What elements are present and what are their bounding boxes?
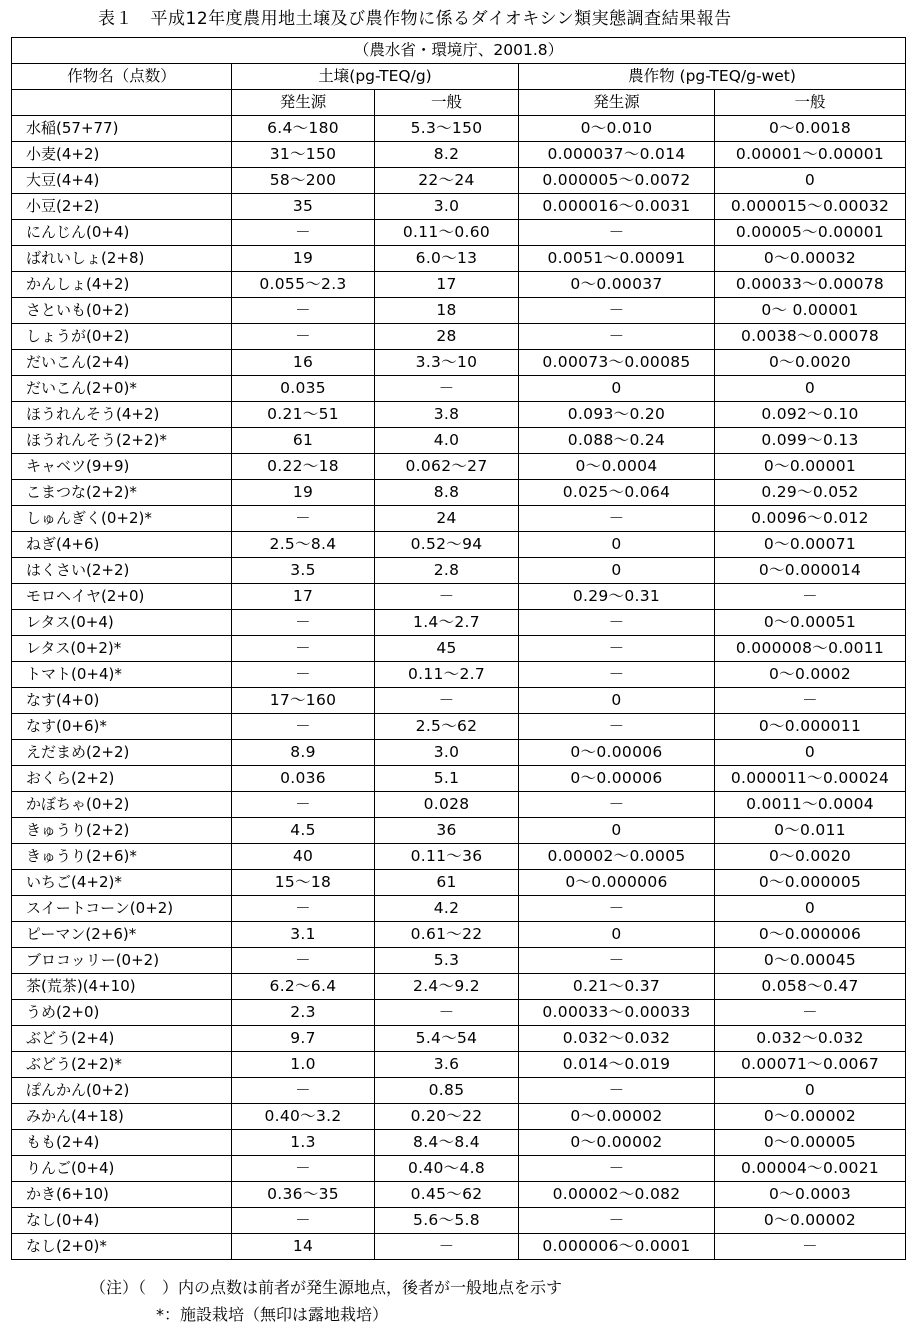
crop-general-cell: 0～0.0020 [715,844,906,870]
soil-general-cell: 8.2 [375,142,519,168]
crop-name-cell: レタス(0+4) [12,610,232,636]
crop-general-cell: 0～0.000005 [715,870,906,896]
crop-name-cell: かき(6+10) [12,1182,232,1208]
table-row [12,142,906,168]
soil-general-cell: 5.4～54 [375,1026,519,1052]
soil-source-cell: 17～160 [232,688,375,714]
soil-source-cell: 3.5 [232,558,375,584]
footnotes [90,1274,562,1328]
crop-name-cell: うめ(2+0) [12,1000,232,1026]
crop-name-cell: なす(4+0) [12,688,232,714]
footnote-points: （注）（ ）内の点数は前者が発生源地点，後者が一般地点を示す [90,1278,563,1297]
crop-source-cell: 0～0.00002 [519,1130,715,1156]
crop-source-cell: － [519,792,715,818]
table-row [12,922,906,948]
crop-name-cell: もも(2+4) [12,1130,232,1156]
soil-source-cell: 2.3 [232,1000,375,1026]
crop-source-cell: 0.000016～0.0031 [519,194,715,220]
crop-source-cell: － [519,324,715,350]
table-row [12,428,906,454]
soil-source-cell: 6.2～6.4 [232,974,375,1000]
crop-general-cell: 0.058～0.47 [715,974,906,1000]
table-row [12,714,906,740]
crop-name-cell: なし(0+4) [12,1208,232,1234]
soil-source-cell: 8.9 [232,740,375,766]
table-row [12,740,906,766]
crop-name-cell: なす(0+6)* [12,714,232,740]
table-row [12,558,906,584]
table-row [12,1182,906,1208]
crop-source-cell: 0.00002～0.0005 [519,844,715,870]
soil-source-cell: － [232,1078,375,1104]
table-row [12,948,906,974]
crop-name-cell: りんご(0+4) [12,1156,232,1182]
crop-source-cell: 0.000006～0.0001 [519,1234,715,1260]
crop-name-cell: さといも(0+2) [12,298,232,324]
soil-general-cell: 0.40～4.8 [375,1156,519,1182]
crop-name-cell: 水稲(57+77) [12,116,232,142]
crop-name-cell: ブロコッリー(0+2) [12,948,232,974]
crop-source-cell: 0.014～0.019 [519,1052,715,1078]
crop-general-cell: － [715,688,906,714]
header-blank-cell [12,90,232,116]
table-row [12,402,906,428]
crop-general-cell: 0.00071～0.0067 [715,1052,906,1078]
crop-source-cell: 0.21～0.37 [519,974,715,1000]
soil-general-cell: － [375,688,519,714]
crop-name-cell: モロヘイヤ(2+0) [12,584,232,610]
table-row [12,116,906,142]
crop-name-cell: かぼちゃ(0+2) [12,792,232,818]
table-row [12,272,906,298]
crop-name-cell: キャベツ(9+9) [12,454,232,480]
crop-name-cell: しゅんぎく(0+2)* [12,506,232,532]
crop-source-cell: － [519,896,715,922]
crop-source-cell: 0～0.000006 [519,870,715,896]
soil-source-cell: 14 [232,1234,375,1260]
soil-general-cell: 0.11～2.7 [375,662,519,688]
crop-name-cell: ほうれんそう(4+2) [12,402,232,428]
table-row [12,454,906,480]
crop-source-cell: 0.00033～0.00033 [519,1000,715,1026]
soil-general-cell: 6.0～13 [375,246,519,272]
table-row [12,1208,906,1234]
crop-general-cell: 0～0.0020 [715,350,906,376]
soil-general-cell: 5.3～150 [375,116,519,142]
crop-source-cell: － [519,1156,715,1182]
soil-general-cell: 24 [375,506,519,532]
header-soil: 土壌(pg-TEQ/g) [232,64,519,90]
crop-source-cell: 0 [519,532,715,558]
crop-general-cell: 0.0038～0.00078 [715,324,906,350]
soil-source-cell: 19 [232,480,375,506]
crop-general-cell: 0.092～0.10 [715,402,906,428]
crop-name-cell: 小豆(2+2) [12,194,232,220]
crop-general-cell: － [715,584,906,610]
crop-source-cell: 0～0.00002 [519,1104,715,1130]
crop-general-cell: 0 [715,1078,906,1104]
crop-general-cell: 0.0011～0.0004 [715,792,906,818]
table-row [12,1000,906,1026]
soil-source-cell: 16 [232,350,375,376]
soil-general-cell: 1.4～2.7 [375,610,519,636]
table-row [12,584,906,610]
soil-source-cell: 0.36～35 [232,1182,375,1208]
crop-name-cell: レタス(0+2)* [12,636,232,662]
crop-source-cell: 0～0.010 [519,116,715,142]
soil-general-cell: 3.0 [375,740,519,766]
table-row [12,818,906,844]
crop-source-cell: － [519,610,715,636]
crop-general-cell: 0～0.000006 [715,922,906,948]
crop-source-cell: 0.00002～0.082 [519,1182,715,1208]
soil-general-cell: 5.6～5.8 [375,1208,519,1234]
table-row [12,792,906,818]
soil-general-cell: 5.3 [375,948,519,974]
soil-general-cell: 0.028 [375,792,519,818]
soil-general-cell: 2.8 [375,558,519,584]
crop-source-cell: － [519,298,715,324]
soil-source-cell: 17 [232,584,375,610]
soil-general-cell: 0.20～22 [375,1104,519,1130]
soil-source-cell: － [232,948,375,974]
crop-name-cell: 大豆(4+4) [12,168,232,194]
soil-source-cell: － [232,298,375,324]
crop-source-cell: 0～0.00006 [519,740,715,766]
soil-general-cell: 2.4～9.2 [375,974,519,1000]
soil-source-cell: － [232,714,375,740]
crop-name-cell: はくさい(2+2) [12,558,232,584]
crop-source-cell: 0.093～0.20 [519,402,715,428]
crop-source-cell: 0～0.0004 [519,454,715,480]
source-cell: （農水省・環境庁、2001.8） [12,38,906,64]
table-row [12,870,906,896]
soil-general-cell: 4.0 [375,428,519,454]
crop-name-cell: みかん(4+18) [12,1104,232,1130]
soil-general-cell: 18 [375,298,519,324]
soil-general-cell: 0.11～36 [375,844,519,870]
crop-source-cell: 0～0.00006 [519,766,715,792]
crop-name-cell: ばれいしょ(2+8) [12,246,232,272]
soil-general-cell: 3.6 [375,1052,519,1078]
crop-general-cell: 0.00004～0.0021 [715,1156,906,1182]
soil-general-cell: 45 [375,636,519,662]
crop-name-cell: えだまめ(2+2) [12,740,232,766]
soil-general-cell: 0.85 [375,1078,519,1104]
crop-source-cell: － [519,662,715,688]
crop-source-cell: 0.088～0.24 [519,428,715,454]
soil-general-cell: 2.5～62 [375,714,519,740]
crop-source-cell: 0.025～0.064 [519,480,715,506]
crop-source-cell: 0.032～0.032 [519,1026,715,1052]
soil-general-cell: － [375,584,519,610]
soil-source-cell: 0.40～3.2 [232,1104,375,1130]
crop-general-cell: 0.000015～0.00032 [715,194,906,220]
crop-name-cell: こまつな(2+2)* [12,480,232,506]
soil-source-cell: 31～150 [232,142,375,168]
crop-general-cell: 0.29～0.052 [715,480,906,506]
soil-general-cell: 0.45～62 [375,1182,519,1208]
table-row [12,532,906,558]
table-row [12,844,906,870]
soil-source-cell: － [232,506,375,532]
soil-general-cell: － [375,1234,519,1260]
crop-name-cell: ほうれんそう(2+2)* [12,428,232,454]
crop-general-cell: 0～0.000011 [715,714,906,740]
header-crops: 農作物 (pg-TEQ/g-wet) [519,64,906,90]
soil-general-cell: 36 [375,818,519,844]
soil-source-cell: － [232,610,375,636]
source-row [12,38,906,64]
table-row [12,350,906,376]
header-crop-source: 発生源 [519,90,715,116]
crop-general-cell: 0 [715,896,906,922]
soil-general-cell: 0.52～94 [375,532,519,558]
table-row [12,662,906,688]
soil-source-cell: 61 [232,428,375,454]
soil-source-cell: － [232,792,375,818]
dioxin-survey-table [11,37,906,1260]
soil-general-cell: 3.0 [375,194,519,220]
header-soil-source: 発生源 [232,90,375,116]
soil-source-cell: 1.3 [232,1130,375,1156]
table-row [12,896,906,922]
crop-source-cell: 0 [519,922,715,948]
crop-general-cell: 0 [715,376,906,402]
table-row [12,1156,906,1182]
table-row [12,1078,906,1104]
crop-general-cell: 0.0096～0.012 [715,506,906,532]
header-row-2 [12,90,906,116]
table-row [12,194,906,220]
soil-source-cell: 0.055～2.3 [232,272,375,298]
table-row [12,1026,906,1052]
crop-source-cell: 0.00073～0.00085 [519,350,715,376]
crop-general-cell: 0～0.0002 [715,662,906,688]
table-row [12,1052,906,1078]
soil-source-cell: － [232,1156,375,1182]
crop-source-cell: 0.0051～0.00091 [519,246,715,272]
soil-source-cell: 0.22～18 [232,454,375,480]
soil-general-cell: 3.3～10 [375,350,519,376]
soil-general-cell: 17 [375,272,519,298]
soil-source-cell: － [232,636,375,662]
soil-general-cell: 4.2 [375,896,519,922]
table-row [12,1130,906,1156]
crop-name-cell: ぶどう(2+2)* [12,1052,232,1078]
crop-name-cell: ぶどう(2+4) [12,1026,232,1052]
crop-name-cell: なし(2+0)* [12,1234,232,1260]
crop-name-cell: ピーマン(2+6)* [12,922,232,948]
table-row [12,766,906,792]
crop-name-cell: にんじん(0+4) [12,220,232,246]
soil-general-cell: － [375,1000,519,1026]
soil-source-cell: 1.0 [232,1052,375,1078]
crop-general-cell: 0.000011～0.00024 [715,766,906,792]
crop-general-cell: 0.00033～0.00078 [715,272,906,298]
soil-source-cell: － [232,324,375,350]
crop-general-cell: 0.032～0.032 [715,1026,906,1052]
table-row [12,246,906,272]
soil-general-cell: 61 [375,870,519,896]
soil-general-cell: 0.11～0.60 [375,220,519,246]
crop-general-cell: 0～0.00002 [715,1104,906,1130]
crop-source-cell: 0.000005～0.0072 [519,168,715,194]
soil-source-cell: 4.5 [232,818,375,844]
crop-source-cell: 0.000037～0.014 [519,142,715,168]
crop-general-cell: 0 [715,740,906,766]
soil-general-cell: 5.1 [375,766,519,792]
table-title: 表１ 平成12年度農用地土壌及び農作物に係るダイオキシン類実態調査結果報告 [98,9,732,29]
crop-name-cell: かんしょ(4+2) [12,272,232,298]
crop-general-cell: 0.00001～0.00001 [715,142,906,168]
soil-general-cell: 22～24 [375,168,519,194]
crop-general-cell: － [715,1000,906,1026]
soil-source-cell: 19 [232,246,375,272]
crop-general-cell: 0.099～0.13 [715,428,906,454]
crop-source-cell: － [519,220,715,246]
soil-source-cell: 35 [232,194,375,220]
soil-source-cell: 3.1 [232,922,375,948]
crop-general-cell: 0～0.00005 [715,1130,906,1156]
table-row [12,1234,906,1260]
table-row [12,636,906,662]
crop-general-cell: 0～0.0018 [715,116,906,142]
crop-source-cell: 0～0.00037 [519,272,715,298]
soil-general-cell: 8.4～8.4 [375,1130,519,1156]
soil-general-cell: 8.8 [375,480,519,506]
crop-name-cell: だいこん(2+0)* [12,376,232,402]
crop-general-cell: 0.00005～0.00001 [715,220,906,246]
soil-general-cell: － [375,376,519,402]
soil-source-cell: － [232,662,375,688]
crop-name-cell: いちご(4+2)* [12,870,232,896]
crop-source-cell: 0 [519,688,715,714]
crop-source-cell: 0.29～0.31 [519,584,715,610]
table-row [12,376,906,402]
table-row [12,324,906,350]
table-row [12,220,906,246]
table-row [12,480,906,506]
crop-source-cell: － [519,1208,715,1234]
soil-general-cell: 0.61～22 [375,922,519,948]
crop-source-cell: － [519,1078,715,1104]
table-row [12,298,906,324]
crop-name-cell: だいこん(2+4) [12,350,232,376]
soil-source-cell: － [232,1208,375,1234]
crop-source-cell: 0 [519,376,715,402]
soil-source-cell: 15～18 [232,870,375,896]
crop-general-cell: 0.000008～0.0011 [715,636,906,662]
crop-source-cell: － [519,506,715,532]
table-row [12,168,906,194]
crop-source-cell: － [519,714,715,740]
soil-source-cell: 0.036 [232,766,375,792]
crop-general-cell: 0～ 0.00001 [715,298,906,324]
crop-general-cell: 0～0.00071 [715,532,906,558]
crop-name-cell: スイートコーン(0+2) [12,896,232,922]
crop-name-cell: トマト(0+4)* [12,662,232,688]
table-row [12,974,906,1000]
soil-source-cell: － [232,220,375,246]
soil-general-cell: 3.8 [375,402,519,428]
crop-general-cell: 0 [715,168,906,194]
soil-source-cell: 9.7 [232,1026,375,1052]
soil-source-cell: 40 [232,844,375,870]
soil-source-cell: 58～200 [232,168,375,194]
soil-source-cell: － [232,896,375,922]
crop-general-cell: 0～0.00051 [715,610,906,636]
crop-general-cell: 0～0.00001 [715,454,906,480]
crop-source-cell: － [519,636,715,662]
crop-general-cell: 0～0.00045 [715,948,906,974]
crop-general-cell: 0～0.011 [715,818,906,844]
crop-source-cell: － [519,948,715,974]
footnote-greenhouse: *：施設栽培（無印は露地栽培） [156,1305,389,1324]
crop-general-cell: 0～0.00002 [715,1208,906,1234]
header-soil-general: 一般 [375,90,519,116]
header-crop-name: 作物名（点数） [12,64,232,90]
table-row [12,1104,906,1130]
soil-source-cell: 2.5～8.4 [232,532,375,558]
soil-source-cell: 6.4～180 [232,116,375,142]
header-crop-general: 一般 [715,90,906,116]
table-row [12,610,906,636]
crop-general-cell: － [715,1234,906,1260]
crop-name-cell: 茶(荒茶)(4+10) [12,974,232,1000]
crop-name-cell: おくら(2+2) [12,766,232,792]
crop-source-cell: 0 [519,818,715,844]
crop-general-cell: 0～0.00032 [715,246,906,272]
crop-name-cell: きゅうり(2+2) [12,818,232,844]
crop-name-cell: 小麦(4+2) [12,142,232,168]
soil-source-cell: 0.21～51 [232,402,375,428]
table-row [12,506,906,532]
crop-general-cell: 0～0.000014 [715,558,906,584]
header-row-1 [12,64,906,90]
crop-general-cell: 0～0.0003 [715,1182,906,1208]
soil-general-cell: 0.062～27 [375,454,519,480]
crop-name-cell: ねぎ(4+6) [12,532,232,558]
table-row [12,688,906,714]
crop-name-cell: しょうが(0+2) [12,324,232,350]
soil-source-cell: 0.035 [232,376,375,402]
crop-source-cell: 0 [519,558,715,584]
soil-general-cell: 28 [375,324,519,350]
crop-name-cell: ぽんかん(0+2) [12,1078,232,1104]
crop-name-cell: きゅうり(2+6)* [12,844,232,870]
